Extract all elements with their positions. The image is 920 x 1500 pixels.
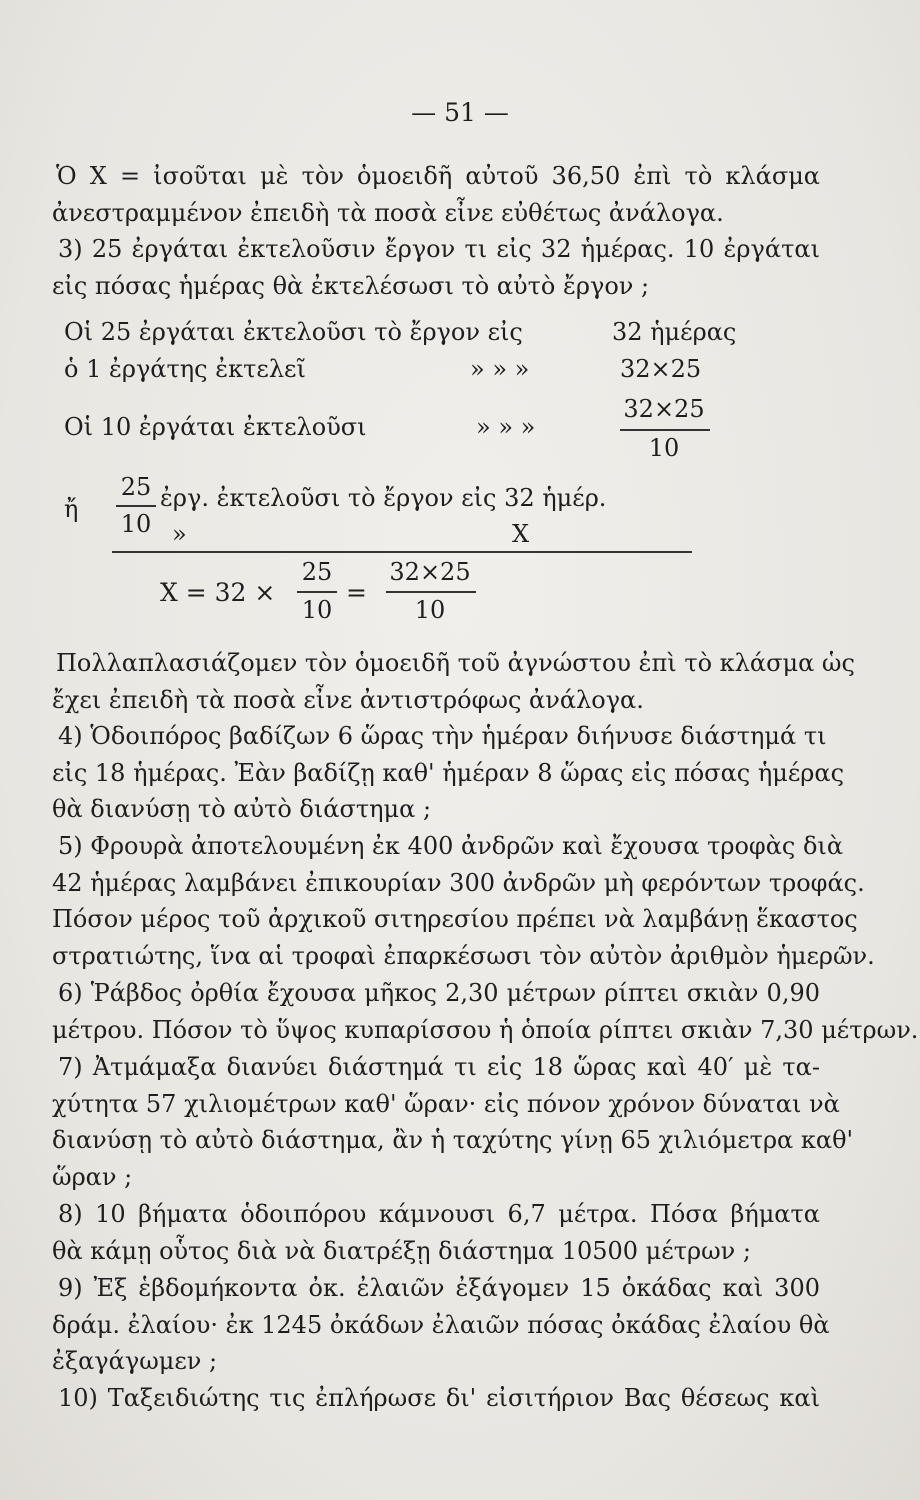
text-line: 4) Ὁδοιπόρος βαδίζων 6 ὥρας τὴν ἡμέραν διήνυσε διάστημά τι xyxy=(58,722,827,750)
text-line: εἰς πόσας ἡμέρας θὰ ἐκτελέσωσι τὸ αὐτὸ ἔργον ; xyxy=(52,271,650,300)
text-line: θὰ κάμῃ οὗτος διὰ νὰ διατρέξῃ διάστημα 10500 μέτρων ; xyxy=(52,1236,751,1265)
problem-3 xyxy=(52,231,820,304)
ditto-marks: » » » xyxy=(476,413,536,441)
solution-row-2-label: ὁ 1 ἐργάτης ἐκτελεῖ xyxy=(64,355,306,383)
text-line: 10) Ταξειδιώτης τις ἐπλήρωσε δι' εἰσιτήριον Βας θέσεως καὶ xyxy=(58,1384,820,1412)
solution-row-4-text: ἐργ. ἐκτελοῦσι τὸ ἔργον εἰς 32 ἡμέρ. xyxy=(160,484,607,512)
fraction-numerator: 32×25 xyxy=(389,558,471,586)
text-line: 7) Ἀτμάμαξα διανύει διάστημά τι εἰς 18 ὥρας καὶ 40′ μὲ τα- xyxy=(58,1053,820,1081)
text-line: μέτρου. Πόσον τὸ ὕψος κυπαρίσσου ἡ ὁποία ρίπτει σκιὰν 7,30 μέτρων. xyxy=(52,1015,919,1044)
fraction-bar xyxy=(620,429,710,431)
fraction-bar xyxy=(116,505,156,507)
divider-line xyxy=(112,551,692,553)
eta-word: ἤ xyxy=(64,495,79,523)
text-line: χύτητα 57 χιλιομέτρων καθ' ὥραν· εἰς πόνον χρόνον δύναται νὰ xyxy=(52,1089,840,1118)
text-line: Πόσον μέρος τοῦ ἀρχικοῦ σιτηρεσίου πρέπει νὰ λαμβάνῃ ἕκαστος xyxy=(52,905,858,933)
conclusion-paragraph xyxy=(52,645,855,718)
text-line: 8) 10 βήματα ὁδοιπόρου κάμνουσι 6,7 μέτρα. Πόσα βήματα xyxy=(58,1200,820,1228)
solution-row-1-label: Οἱ 25 ἐργάται ἐκτελοῦσι τὸ ἔργον εἰς xyxy=(64,318,523,346)
text-line: 42 ἡμέρας λαμβάνει ἐπικουρίαν 300 ἀνδρῶν μὴ φερόντων τροφάς. xyxy=(52,868,865,897)
fraction-denominator: 10 xyxy=(414,596,446,624)
problem-5 xyxy=(52,828,875,974)
fraction-bar xyxy=(386,591,476,593)
text-line: ἀνεστραμμένον ἐπειδὴ τὰ ποσὰ εἶνε εὐθέτως ἀνάλογα. xyxy=(52,198,724,227)
text-line: διανύσῃ τὸ αὐτὸ διάστημα, ἂν ἡ ταχύτης γίνῃ 65 χιλιόμετρα καθ' xyxy=(52,1126,854,1154)
problem-8 xyxy=(52,1196,820,1269)
ditto-marks: » xyxy=(172,520,187,548)
solution-row-1-value: 32 ἡμέρας xyxy=(612,318,737,346)
fraction-bar xyxy=(297,591,337,593)
fraction-denominator: 10 xyxy=(120,510,152,538)
text-line: Ὁ Χ = ἰσοῦται μὲ τὸν ὁμοειδῆ αὐτοῦ 36,50 ἐπὶ τὸ κλάσμα xyxy=(56,162,820,190)
problem-7 xyxy=(52,1049,854,1195)
text-line: ὥραν ; xyxy=(52,1162,133,1191)
fraction-numerator: 25 xyxy=(301,558,333,586)
fraction-numerator: 32×25 xyxy=(623,395,705,423)
text-line: ἐξαγάγωμεν ; xyxy=(52,1347,218,1375)
text-line: ἔχει ἐπειδὴ τὰ ποσὰ εἶνε ἀντιστρόφως ἀνάλογα. xyxy=(52,685,644,714)
text-line: δράμ. ἐλαίου· ἐκ 1245 ὀκάδων ἐλαιῶν πόσας ὀκάδας ἐλαίου θὰ xyxy=(52,1310,830,1339)
text-line: Πολλαπλασιάζομεν τὸν ὁμοειδῆ τοῦ ἀγνώστου ἐπὶ τὸ κλάσμα ὡς xyxy=(56,649,855,677)
problem-6 xyxy=(52,975,919,1048)
equation-lhs: Χ = 32 × xyxy=(160,578,276,607)
text-line: στρατιώτης, ἵνα αἱ τροφαὶ ἐπαρκέσωσι τὸν αὐτὸν ἀριθμὸν ἡμερῶν. xyxy=(52,941,875,970)
equals-sign: = xyxy=(346,578,367,607)
ditto-marks: » » » xyxy=(470,355,530,383)
page-number: — 51 — xyxy=(411,98,509,127)
text-line: θὰ διανύσῃ τὸ αὐτὸ διάστημα ; xyxy=(52,795,432,823)
problem-4 xyxy=(52,718,845,828)
text-line: 3) 25 ἐργάται ἐκτελοῦσιν ἔργον τι εἰς 32 ἡμέρας. 10 ἐργάται xyxy=(58,235,820,263)
text-line: 5) Φρουρὰ ἀποτελουμένη ἐκ 400 ἀνδρῶν καὶ ἔχουσα τροφὰς διὰ xyxy=(58,832,844,860)
fraction-denominator: 10 xyxy=(648,434,680,462)
solution-row-3-label: Οἱ 10 ἐργάται ἐκτελοῦσι xyxy=(64,413,367,441)
solution-row-2-value: 32×25 xyxy=(620,355,702,383)
problem-10 xyxy=(52,1380,820,1417)
fraction-numerator: 25 xyxy=(120,473,152,501)
fraction-denominator: 10 xyxy=(301,596,333,624)
text-line: 9) Ἐξ ἑβδομήκοντα ὀκ. ἐλαιῶν ἐξάγομεν 15 ὀκάδας καὶ 300 xyxy=(58,1274,820,1302)
problem-9 xyxy=(52,1270,830,1380)
intro-paragraph xyxy=(52,158,820,231)
text-line: εἰς 18 ἡμέρας. Ἐὰν βαδίζῃ καθ' ἡμέραν 8 ὥρας εἰς πόσας ἡμέρας xyxy=(52,758,845,787)
unknown-x: Χ xyxy=(512,520,530,548)
text-line: 6) Ῥάβδος ὀρθία ἔχουσα μῆκος 2,30 μέτρων ρίπτει σκιὰν 0,90 xyxy=(58,979,820,1007)
